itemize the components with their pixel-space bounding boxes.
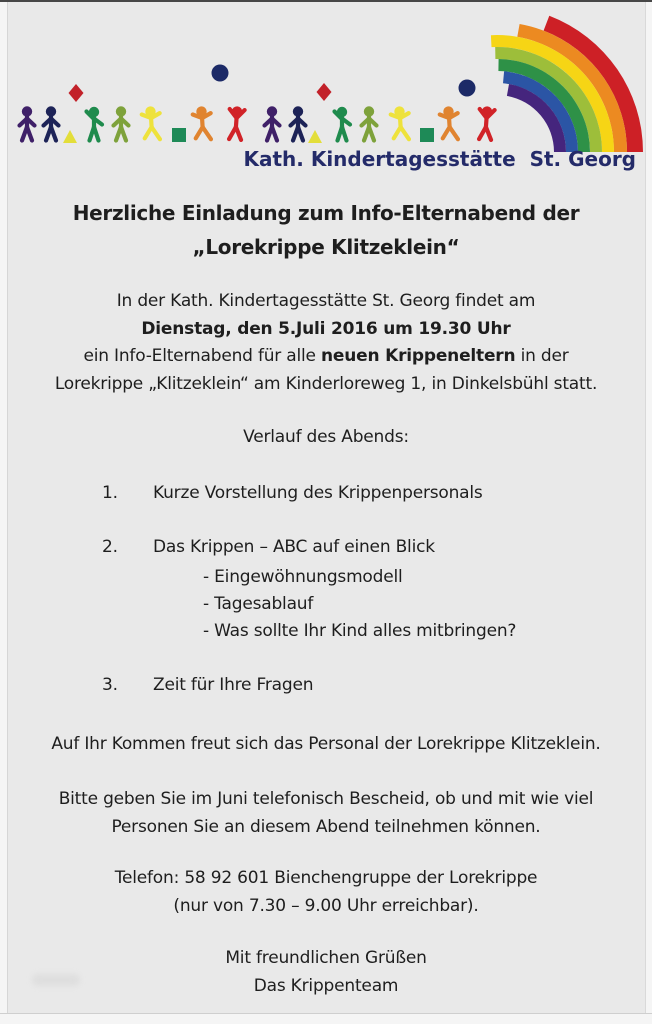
circle-shape (212, 65, 229, 82)
child-figure-icon (114, 106, 129, 140)
diamond-shape (317, 83, 332, 101)
triangle-shape (63, 130, 77, 143)
agenda-item-2-text: Das Krippen – ABC auf einen Blick (153, 537, 435, 557)
child-figure-icon (265, 106, 280, 140)
triangle-shape (308, 130, 322, 143)
agenda-item-1 (102, 480, 632, 507)
diamond-shape (69, 84, 84, 102)
document-title (0, 196, 652, 264)
agenda-item-3-number: 3. (102, 675, 118, 695)
closing-paragraph-rsvp (0, 786, 652, 841)
regards-line-2: Das Krippenteam (253, 975, 399, 996)
phone-paragraph (0, 865, 652, 920)
child-figure-icon (44, 106, 59, 140)
child-figure-icon (20, 106, 35, 140)
agenda-item-1-text: Kurze Vorstellung des Krippenpersonals (153, 483, 483, 503)
child-figure-icon (362, 106, 377, 140)
title-line-1: Herzliche Einladung zum Info-Elternabend der (72, 201, 580, 225)
org-name: Kath. Kindertagesstätte St. Georg (243, 147, 636, 171)
child-figure-icon (87, 107, 103, 141)
watermark-smudge (32, 974, 80, 986)
intro-line-3: ein Info-Elternabend für alle neuen Krippeneltern in der (83, 346, 569, 366)
agenda-list (102, 480, 632, 699)
agenda-item-1-number: 1. (102, 483, 118, 503)
closing-paragraph-personal: Auf Ihr Kommen freut sich das Personal der Lorekrippe Klitzeklein. (51, 734, 601, 754)
agenda-item-2 (102, 534, 632, 561)
circle-shape (459, 80, 476, 97)
intro-line-1: In der Kath. Kindertagesstätte St. Georg findet am (116, 291, 536, 311)
child-figure-icon (192, 105, 213, 140)
agenda-subitem-3: - Was sollte Ihr Kind alles mitbringen? (203, 621, 517, 641)
rainbow-icon (491, 16, 643, 152)
child-figure-icon (141, 105, 162, 140)
agenda-heading: Verlauf des Abends: (243, 427, 409, 447)
agenda-item-3 (102, 672, 632, 699)
square-shape (420, 128, 434, 142)
rsvp-line-1: Bitte geben Sie im Juni telefonisch Bescheid, ob und mit wie viel (58, 789, 594, 809)
square-shape (172, 128, 186, 142)
agenda-subitem-2: - Tagesablauf (203, 594, 314, 614)
agenda-item-2-subitems (203, 564, 632, 645)
intro-paragraph (0, 288, 652, 398)
child-figure-icon (335, 107, 351, 141)
title-line-2: „Lorekrippe Klitzeklein“ (192, 235, 460, 259)
rsvp-line-2: Personen Sie an diesem Abend teilnehmen können. (111, 816, 541, 837)
phone-line-2: (nur von 7.30 – 9.00 Uhr erreichbar). (173, 895, 479, 916)
intro-line-2-date: Dienstag, den 5.Juli 2016 um 19.30 Uhr (141, 318, 511, 339)
agenda-subitem-1: - Eingewöhnungsmodell (203, 567, 403, 587)
intro-line-4: Lorekrippe „Klitzeklein“ am Kinderloreweg 1, in Dinkelsbühl statt. (54, 373, 598, 394)
agenda-item-2-number: 2. (102, 537, 118, 557)
scan-frame-bottom (0, 1013, 652, 1024)
regards-paragraph (0, 945, 652, 1000)
child-figure-icon (291, 106, 306, 140)
child-figure-icon (478, 106, 495, 140)
child-figure-icon (390, 105, 411, 140)
phone-line-1: Telefon: 58 92 601 Bienchengruppe der Lorekrippe (114, 868, 538, 888)
child-figure-icon (228, 106, 245, 140)
agenda-item-3-text: Zeit für Ihre Fragen (153, 675, 314, 695)
child-figure-icon (439, 105, 460, 140)
regards-line-1: Mit freundlichen Grüßen (225, 948, 427, 968)
